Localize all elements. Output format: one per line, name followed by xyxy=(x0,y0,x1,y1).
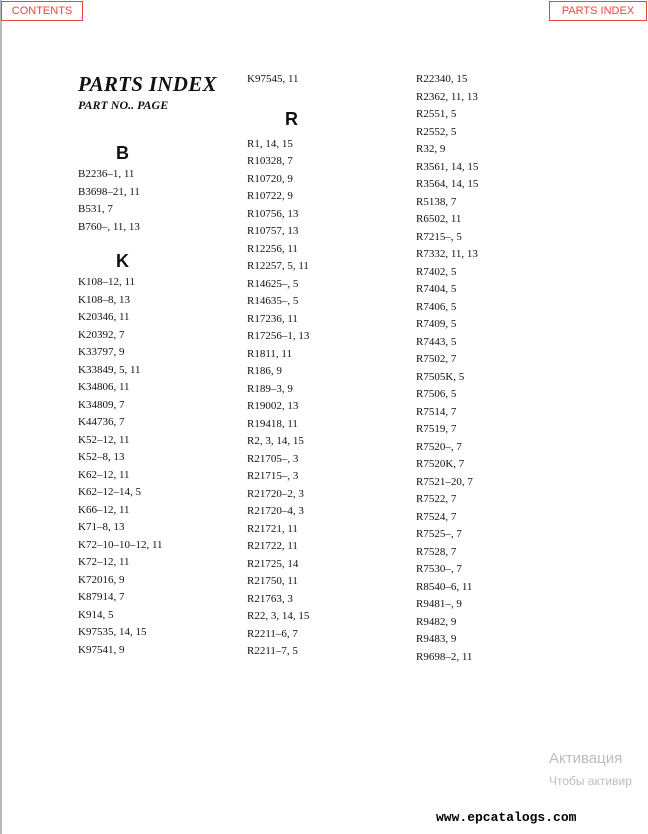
part-index-entry[interactable]: B2236–1, 11 xyxy=(78,168,135,180)
part-index-entry[interactable]: R21763, 3 xyxy=(247,592,293,605)
part-index-entry[interactable]: R7505K, 5 xyxy=(416,370,465,383)
activation-watermark-text: Чтобы активир xyxy=(549,774,632,788)
part-index-entry[interactable]: K33849, 5, 11 xyxy=(78,363,141,376)
part-index-entry[interactable]: R10720, 9 xyxy=(247,172,293,185)
part-index-entry[interactable]: R186, 9 xyxy=(247,365,282,377)
part-index-entry[interactable]: R6502, 11 xyxy=(416,213,462,225)
part-index-entry[interactable]: B3698–21, 11 xyxy=(78,185,140,198)
part-index-entry[interactable]: R2211–6, 7 xyxy=(247,627,298,640)
part-index-entry[interactable]: R7520–, 7 xyxy=(416,440,462,453)
part-index-entry[interactable]: K87914, 7 xyxy=(78,591,125,603)
part-index-entry[interactable]: R2552, 5 xyxy=(416,125,457,138)
part-index-entry[interactable]: R7506, 5 xyxy=(416,388,457,400)
part-index-entry[interactable]: K34806, 11 xyxy=(78,381,130,393)
part-index-entry[interactable]: K34809, 7 xyxy=(78,398,125,411)
index-column-3 xyxy=(416,71,576,666)
part-index-entry[interactable]: R21715–, 3 xyxy=(247,470,299,482)
part-index-entry[interactable]: R2362, 11, 13 xyxy=(416,90,478,103)
part-index-entry[interactable]: R7332, 11, 13 xyxy=(416,248,478,260)
part-index-entry[interactable]: K72–10–10–12, 11 xyxy=(78,538,163,551)
part-index-entry[interactable]: R5138, 7 xyxy=(416,195,457,208)
part-index-entry[interactable]: K52–12, 11 xyxy=(78,433,130,446)
part-index-entry[interactable]: K914, 5 xyxy=(78,608,114,621)
part-index-entry[interactable]: B531, 7 xyxy=(78,203,113,215)
page-title: PARTS INDEX xyxy=(78,72,217,96)
part-index-entry[interactable]: R7525–, 7 xyxy=(416,528,462,540)
part-index-entry[interactable]: R1, 14, 15 xyxy=(247,137,293,150)
part-index-entry[interactable]: R7215–, 5 xyxy=(416,230,462,243)
part-index-entry[interactable]: R32, 9 xyxy=(416,143,446,155)
part-index-entry[interactable]: K66–12, 11 xyxy=(78,503,130,516)
section-letter-heading: B xyxy=(116,143,129,163)
part-index-entry[interactable]: R12256, 11 xyxy=(247,242,298,255)
section-gap xyxy=(78,236,238,248)
part-index-entry[interactable]: R22, 3, 14, 15 xyxy=(247,610,310,622)
part-index-entry[interactable]: R8540–6, 11 xyxy=(416,580,473,593)
part-index-entry[interactable]: R12257, 5, 11 xyxy=(247,260,309,272)
part-index-entry[interactable]: R7528, 7 xyxy=(416,545,457,558)
part-index-entry[interactable]: R10722, 9 xyxy=(247,190,293,202)
part-index-entry[interactable]: R21721, 11 xyxy=(247,522,298,535)
part-index-entry[interactable]: R14625–, 5 xyxy=(247,277,299,290)
part-index-entry[interactable]: R2551, 5 xyxy=(416,108,457,120)
part-index-entry[interactable]: R21750, 11 xyxy=(247,575,298,587)
part-index-entry[interactable]: K52–8, 13 xyxy=(78,451,125,463)
part-index-entry[interactable]: R9481–, 9 xyxy=(416,598,462,610)
part-index-entry[interactable]: R2, 3, 14, 15 xyxy=(247,435,304,447)
part-index-entry[interactable]: K44736, 7 xyxy=(78,416,125,428)
part-index-entry[interactable]: R7522, 7 xyxy=(416,493,457,505)
part-index-entry[interactable]: K108–8, 13 xyxy=(78,293,130,306)
part-index-entry[interactable]: R2211–7, 5 xyxy=(247,645,298,657)
part-index-entry[interactable]: R3561, 14, 15 xyxy=(416,160,479,173)
page-left-border xyxy=(0,0,2,834)
part-index-entry[interactable]: R9698–2, 11 xyxy=(416,650,473,663)
section-letter-heading: K xyxy=(116,251,129,271)
part-index-entry[interactable]: R10328, 7 xyxy=(247,155,293,167)
part-index-entry[interactable]: K33797, 9 xyxy=(78,346,125,358)
part-index-entry[interactable]: R21705–, 3 xyxy=(247,452,299,465)
part-index-entry[interactable]: K20392, 7 xyxy=(78,328,125,341)
part-index-entry[interactable]: K71–8, 13 xyxy=(78,521,125,533)
part-index-entry[interactable]: R9482, 9 xyxy=(416,615,457,628)
part-index-entry[interactable]: R21720–4, 3 xyxy=(247,505,304,517)
part-index-entry[interactable]: B760–, 11, 13 xyxy=(78,220,140,233)
part-index-entry[interactable]: K108–12, 11 xyxy=(78,276,136,288)
part-index-entry[interactable]: R7443, 5 xyxy=(416,335,457,348)
part-index-entry[interactable]: R7521–20, 7 xyxy=(416,475,473,488)
part-index-entry[interactable]: R7524, 7 xyxy=(416,510,457,523)
parts-index-button[interactable]: PARTS INDEX xyxy=(549,1,647,21)
part-index-entry[interactable]: K62–12, 11 xyxy=(78,468,130,481)
part-index-entry[interactable]: R7409, 5 xyxy=(416,318,457,330)
footer-url[interactable]: www.epcatalogs.com xyxy=(436,810,577,825)
part-index-entry[interactable]: K72016, 9 xyxy=(78,573,125,586)
part-index-entry[interactable]: R21725, 14 xyxy=(247,557,299,570)
part-index-entry[interactable]: R17236, 11 xyxy=(247,312,298,325)
page-subtitle: PART NO.. PAGE xyxy=(78,98,169,112)
part-index-entry[interactable]: R17256–1, 13 xyxy=(247,330,310,342)
part-index-entry[interactable]: R19418, 11 xyxy=(247,417,298,430)
part-index-entry[interactable]: R10757, 13 xyxy=(247,225,299,237)
part-index-entry[interactable]: K97535, 14, 15 xyxy=(78,626,147,638)
part-index-entry[interactable]: R7406, 5 xyxy=(416,300,457,313)
part-index-entry[interactable]: R9483, 9 xyxy=(416,633,457,645)
part-index-entry[interactable]: R19002, 13 xyxy=(247,400,299,412)
part-index-entry[interactable]: R7514, 7 xyxy=(416,405,457,418)
section-letter-heading: R xyxy=(285,108,298,129)
part-index-entry[interactable]: R7530–, 7 xyxy=(416,563,462,575)
part-index-entry[interactable]: K72–12, 11 xyxy=(78,556,130,568)
part-index-entry[interactable]: K97541, 9 xyxy=(78,643,125,656)
activation-watermark-title: Активация xyxy=(549,750,623,767)
part-index-entry[interactable]: R7402, 5 xyxy=(416,265,457,278)
part-index-entry[interactable]: R189–3, 9 xyxy=(247,382,293,395)
contents-button[interactable]: CONTENTS xyxy=(1,1,83,21)
part-index-entry[interactable]: R21720–2, 3 xyxy=(247,487,304,500)
part-index-entry[interactable]: R1811, 11 xyxy=(247,347,293,360)
part-index-entry[interactable]: K97545, 11 xyxy=(247,73,299,85)
part-index-entry[interactable]: R7502, 7 xyxy=(416,353,457,365)
part-index-entry[interactable]: R22340, 15 xyxy=(416,73,468,85)
index-column-1 xyxy=(78,140,238,659)
part-index-entry[interactable]: R3564, 14, 15 xyxy=(416,178,479,190)
index-column-2 xyxy=(247,71,407,661)
part-index-entry[interactable]: R7519, 7 xyxy=(416,423,457,435)
part-index-entry[interactable]: R10756, 13 xyxy=(247,207,299,220)
part-index-entry[interactable]: K20346, 11 xyxy=(78,311,130,323)
part-index-entry[interactable]: R21722, 11 xyxy=(247,540,298,552)
part-index-entry[interactable]: R7404, 5 xyxy=(416,283,457,295)
part-index-entry[interactable]: R14635–, 5 xyxy=(247,295,299,307)
part-index-entry[interactable]: R7520K, 7 xyxy=(416,458,465,470)
part-index-entry[interactable]: K62–12–14, 5 xyxy=(78,486,141,498)
